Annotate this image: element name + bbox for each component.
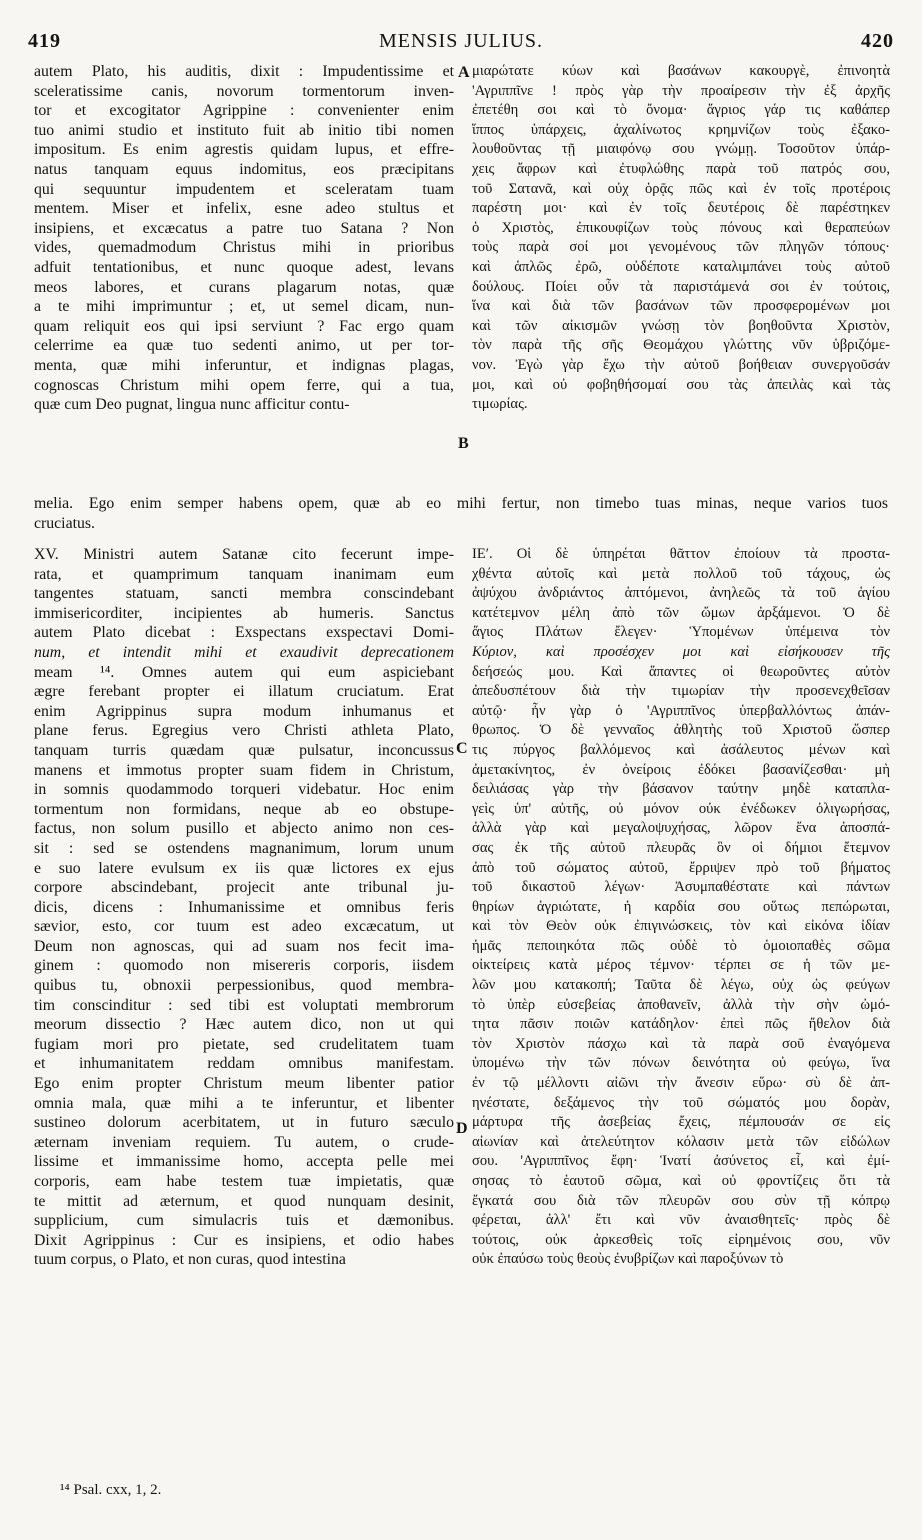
text-line: qui sequuntur impudentem et sceleratam tuam — [34, 180, 454, 198]
greek-column-top — [472, 62, 890, 415]
text-line: manens et immotus propter suam fidem in Christum, — [34, 761, 454, 779]
text-line: ἀπεδυσπέτουν διὰ τὴν τιμωρίαν τὴν προσενεχθεῖσαν — [472, 683, 890, 700]
text-line: supplicium, cum simulacris tuis et dæmonibus. — [34, 1212, 454, 1230]
text-line: οὐκ ἐπαύσω τοὺς θεοὺς ἐνυβρίζων καὶ παροξύνων τὸ — [472, 1251, 784, 1268]
page-number-right: 420 — [861, 30, 894, 52]
text-line: rata, et quamprimum tanquam inanimam eum — [34, 565, 454, 583]
text-line: ἀλλὰ γὰρ καὶ μεγαλοψυχήσας, λῶρον ἕνα ἀποσπά- — [472, 820, 890, 837]
section-marker-c: C — [456, 740, 468, 757]
text-line: tuo animi studio et instituto fuit ab initio tibi nomen — [34, 121, 454, 139]
text-line: æternam inveniam requiem. Tu autem, o crude- — [34, 1133, 454, 1151]
text-line: λουθοῦντας τῇ μιαιφόνῳ σου γνώμῃ. Τοσοῦτον ὑπάρ- — [472, 141, 890, 158]
text-line: τὸν παρὰ τῆς σῆς Θεομάχου γλώττης νῦν ὑβριζόμε- — [472, 337, 890, 354]
latin-column-bottom — [34, 545, 454, 1270]
text-line: quam reliquit eos qui ipsi serviunt ? Fac ergo quam — [34, 317, 454, 335]
text-line: ἡμᾶς πεποιηκότα πῶς οὐδὲ τὸ ὁμοιοπαθὲς σῶμα — [472, 937, 890, 954]
running-header — [28, 30, 894, 54]
text-line: 'Αγριππῖνε ! πρὸς γὰρ τὴν προαίρεσιν τὴν ἐξ ἀρχῆς — [472, 82, 890, 99]
text-line: celerrime ea quæ tuo sedenti animo, ut per tor- — [34, 337, 454, 355]
text-line: χεις ἄφρων καὶ ἐτυφλώθης παρὰ τοῦ πατρός σου, — [472, 160, 890, 177]
text-line: μοι, καὶ οὐ φοβηθήσομαί σου τὰς ἀπειλὰς καὶ τὰς — [472, 376, 890, 393]
text-line: ηνέστατε, δεξάμενος τὴν τοῦ σώματός μου δορὰν, — [472, 1094, 890, 1111]
text-line: tormentum non formidans, neque ab eo obstupe- — [34, 800, 454, 818]
text-line: αἰωνίαν καὶ ἀτελεύτητον κόλασιν μετὰ τῶν εἰδώλων — [472, 1133, 890, 1150]
text-line: τούτοις, οὐκ ἀρκεσθεὶς τοῖς εἰρημένοις σου, νῦν — [472, 1231, 890, 1248]
text-line: ἵππος ὑπάρχεις, ἀχαλίνωτος κρημνίζων τοὺς ἐξακο- — [472, 121, 890, 138]
text-line: καὶ τῶν αἰκισμῶν γνώσῃ τὸν βοηθοῦντα Χριστὸν, — [472, 317, 890, 334]
text-line: insipiens, et excæcatus a patre tuo Satana ? Non — [34, 219, 454, 237]
text-line: natus tanquam equus indomitus, eos præcipitans — [34, 160, 454, 178]
text-line: Deum non agnoscas, qui ad suam nos fecit ima- — [34, 937, 454, 955]
text-line: τις πύργος βαλλόμενος καὶ ἀσάλευτος μένων καὶ — [472, 741, 890, 758]
text-line: in somnis quodammodo torqueri videbatur. Hoc enim — [34, 781, 454, 799]
text-line: cruciatus. — [34, 514, 95, 532]
text-line: ἐν τῷ μέλλοντι αἰῶνι τὴν ἄνεσιν εὕρω· σὺ δὲ ἀπ- — [472, 1075, 890, 1092]
text-line: καὶ ἁπλῶς ἐρῶ, οὐδέποτε καταλιμπάνει τοὺς αὐτοῦ — [472, 258, 890, 275]
text-line: Κύριον, καὶ προσέσχεν μοι καὶ εἰσήκουσεν τῆς — [472, 643, 890, 660]
text-line: tangentes statuam, sancti membra conscindebant — [34, 585, 454, 603]
text-line: μάρτυρα τῆς ἀσεβείας ἔχεις, πέμπουσάν σε εἰς — [472, 1114, 890, 1131]
text-line: χθέντα αὐτοῖς καὶ μετὰ πολλοῦ τοῦ τάχους, ὡς — [472, 565, 890, 582]
text-line: δούλους. Ποίει οὖν τὰ παριστάμενά σοι ἐν τούτοις, — [472, 278, 890, 295]
text-line: ginem : quomodo non misereris corporis, iisdem — [34, 957, 454, 975]
text-line: mentem. Miser et infelix, esne adeo stultus et — [34, 200, 454, 218]
text-line: cognoscas Christum mihi opem ferre, qui a tua, — [34, 376, 454, 394]
text-line: vides, quemadmodum Christus mihi in prioribus — [34, 239, 454, 257]
text-line: e suo latere evulsum ex iis quæ lictores ex ejus — [34, 859, 454, 877]
text-line: sustineo dolorum acerbitatem, ut in futuro sæculo — [34, 1114, 454, 1132]
text-line: λῶν μου κατακοπή; Ταῦτα δὲ λέγω, οὐχ ὡς φεύγων — [472, 977, 890, 994]
text-line: corporis, eam habe testem tuæ impietatis, quæ — [34, 1173, 454, 1190]
text-line: δεήσεώς μου. Καὶ ἅπαντες οἱ θεωροῦντες αὐτὸν — [472, 663, 890, 680]
text-line: meorum dissectio ? Hæc autem dico, non ut qui — [34, 1016, 454, 1034]
text-line: tuum corpus, o Plato, et non curas, quod intestina — [34, 1251, 346, 1269]
latin-column-top — [34, 62, 454, 415]
text-line: ἔγκατά σου διὰ τῶν πλευρῶν σου σὺν τῇ κόπρῳ — [472, 1192, 890, 1209]
text-line: παρέστη μοι· καὶ ἐν τοῖς δευτέροις δὲ παρέστηκεν — [472, 200, 890, 217]
running-title: MENSIS JULIUS. — [378, 30, 544, 52]
text-line: factus, non solum pusillo et abjecto animo non ces- — [34, 820, 454, 838]
text-line: num, et intendit mihi et exaudivit deprecationem — [34, 643, 454, 661]
text-line: dicis, dicens : Inhumanissime et omnibus feris — [34, 898, 454, 916]
text-line: Dixit Agrippinus : Cur es insipiens, et odio habes — [34, 1231, 454, 1249]
text-line: tanquam turris quædam quæ pulsatur, inconcussus — [34, 741, 454, 759]
text-line: tim conscinditur : sed tibi est voluptati membrorum — [34, 996, 454, 1014]
text-line: τὸν Χριστὸν πάσχω καὶ τὰ παρὰ σοῦ ἐναγόμενα — [472, 1035, 890, 1052]
text-line: et inhumanitatem reddam omnibus manifestam. — [34, 1055, 454, 1073]
footnote: ¹⁴ Psal. cxx, 1, 2. — [60, 1482, 162, 1498]
greek-column-bottom — [472, 545, 890, 1270]
text-line: enim Agrippinus supra modum inhumanus et — [34, 702, 454, 720]
text-line: corpore abscindebant, projecit ante tribunal ju- — [34, 879, 454, 897]
text-line: τοῦ Σατανᾶ, καὶ οὐχ ὁρᾷς πῶς καὶ ἐν τοῖς προτέροις — [472, 180, 890, 197]
text-line: τιμωρίας. — [472, 396, 528, 413]
text-line: ὑπομένω τὴν τῶν πόνων δεινότητα οὐ φεύγω, ἵνα — [472, 1055, 890, 1072]
text-line: σησας τὸ ἑαυτοῦ σῶμα, καὶ οὐ φροντίζεις ὅτι τὰ — [472, 1173, 890, 1189]
text-line: ἐπετέθη σοι καὶ τὸ ὄνομα· ἄγριος γάρ τις καθάπερ — [472, 102, 890, 119]
text-line: tor et excogitator Agrippine : convenienter enim — [34, 102, 454, 120]
text-line: ὁ Χριστὸς, ἐπικουφίζων τοὺς πόνους καὶ θεραπεύων — [472, 219, 890, 236]
section-marker-b: B — [458, 435, 469, 452]
text-line: αὐτῷ· ἦν γὰρ ὁ 'Αγριππῖνος ὑπερβαλλόντως ἀπάν- — [472, 702, 890, 719]
text-line: θρωπος. Ὁ δὲ γενναῖος ἀθλητὴς τοῦ Χριστοῦ ὥσπερ — [472, 722, 890, 739]
text-line: ἅγιος Πλάτων ἔλεγεν· Ὑπομένων ὑπέμεινα τὸν — [472, 624, 890, 641]
text-line: ἀψύχου ἀνδριάντος ἁπτόμενοι, ἀνηλεῶς τὰ τοῦ ἁγίου — [472, 585, 890, 602]
text-line: fugiam mori pro pietate, sed crudelitatem tuam — [34, 1035, 454, 1053]
text-line: θηρίων ἀγριώτατε, ἡ καρδία σου οὕτως πεπώρωται, — [472, 898, 890, 915]
text-line: γεὶς ὑπ' αὐτῆς, οὐ μόνον οὐκ ἐνέδωκεν ὀλιγωρήσας, — [472, 800, 890, 817]
text-line: omnia mala, quæ mihi a te inferuntur, et libenter — [34, 1094, 454, 1112]
text-line: sceleratissime canis, novorum tormentorum inven- — [34, 82, 454, 100]
text-line: σου. 'Αγριππῖνος ἔφη· Ἱνατί ἀσύνετος εἶ, καὶ ἐμί- — [472, 1153, 890, 1170]
text-line: lissime et immanissime homo, accepta pelle mei — [34, 1153, 454, 1171]
text-line: νον. Ἐγὼ γὰρ ἔχω τὴν αὐτοῦ βοήθειαν συνεργοῦσάν — [472, 356, 890, 373]
text-line: τοῦ δικαστοῦ λέγων· Ἀσυμπαθέστατε καὶ πάντων — [472, 879, 890, 896]
text-line: κατέτεμνον μέλη ἀπὸ τῶν ὤμων ἀρξάμενοι. Ὁ δὲ — [472, 604, 890, 621]
text-line: οἰκτείρεις κατὰ μέρος τέμνον· τέρπει σε ἡ τῶν με- — [472, 957, 890, 974]
text-line: φέρεται, ἀλλ' ἔτι καὶ νῦν ἀναισθητεῖς· πρὸς δὲ — [472, 1212, 890, 1229]
text-line: μιαρώτατε κύων καὶ βασάνων κακουργὲ, ἐπινοητὰ — [472, 63, 890, 79]
text-line: ἵνα καὶ διὰ τῶν βασάνων τῶν προσφερομένων μοι — [472, 298, 890, 315]
text-line: autem Plato dicebat : Exspectans exspectavi Domi- — [34, 624, 454, 642]
text-line: τοὺς παρὰ σοί μοι γενομένους τῶν πληγῶν τόπους· — [472, 239, 890, 256]
text-line: meos labores, et curans plagarum notas, quæ — [34, 278, 454, 296]
section-marker-d: D — [456, 1120, 468, 1137]
text-line: Ego enim propter Christum meum libenter patior — [34, 1075, 454, 1093]
text-line: quæ cum Deo pugnat, lingua nunc afficitur contu- — [34, 396, 350, 414]
text-line: menta, quæ mihi inferuntur, et indignas plagas, — [34, 356, 454, 374]
text-line: a te mihi imprimuntur ; et, ut semel dicam, nun- — [34, 298, 454, 316]
text-line: plane ferus. Egregius vero Christi athleta Plato, — [34, 722, 454, 740]
latin-full-width-lines — [34, 494, 888, 533]
text-line: quibus tu, obnoxii perpessionibus, quod membra- — [34, 977, 454, 995]
text-line: ΙΕʹ. Οἱ δὲ ὑπηρέται θᾶττον ἐποίουν τὰ προστα- — [472, 546, 890, 562]
text-line: σας ἐκ τῆς αὐτοῦ πλευρᾶς ὃν οἱ δήμιοι ἔτεμνον — [472, 839, 890, 856]
text-line: autem Plato, his auditis, dixit : Impudentissime et — [34, 63, 454, 80]
text-line: XV. Ministri autem Satanæ cito fecerunt impe- — [34, 546, 454, 563]
text-line: adfuit tentationibus, et nunc quoque adest, levans — [34, 258, 454, 276]
text-line: δειλιάσας γὰρ τὴν βάσανον ταύτην μηδὲ καταπλα- — [472, 781, 890, 798]
text-line: meam ¹⁴. Omnes autem qui eum aspiciebant — [34, 663, 454, 681]
text-line: impositum. Es enim agrestis quidam lupus, et effre- — [34, 141, 454, 159]
text-line: melia. Ego enim semper habens opem, quæ ab eo mihi fertur, non timebo tuas minas, neque varios tuos — [34, 495, 888, 512]
text-line: sævior, esto, cor tuum est adeo excæcatum, ut — [34, 918, 454, 936]
text-line: τὸ ὑπὲρ εὐσεβείας ἀποθανεῖν, ἀλλὰ τὴν σὴν ὠμό- — [472, 996, 890, 1013]
text-line: τητα πᾶσιν ποιῶν κατάδηλον· ἐπεὶ πῶς ἤθελον διὰ — [472, 1016, 890, 1033]
text-line: καὶ τὸν Θεὸν οὐκ ἐπιγινώσκεις, τὸν καὶ εἰκόνα ἰδίαν — [472, 918, 890, 935]
section-marker-a: A — [458, 64, 470, 81]
text-line: te mittit ad æternum, et quod nunquam desinit, — [34, 1192, 454, 1210]
page-number-left: 419 — [28, 30, 61, 52]
text-line: ægre ferebant propter ei illatum cruciatum. Erat — [34, 683, 454, 701]
text-line: sit : sed se ostendens magnanimum, lorum unum — [34, 839, 454, 857]
text-line: ἀμετακίνητος, ἐν ὀνείροις ἐδόκει βασανίζεσθαι· μὴ — [472, 761, 890, 778]
text-line: ἀπὸ τοῦ σώματος αὐτοῦ, ἔρριψεν πρὸ τοῦ βήματος — [472, 859, 890, 876]
text-line: immisericorditer, incipientes ab humeris. Sanctus — [34, 604, 454, 622]
